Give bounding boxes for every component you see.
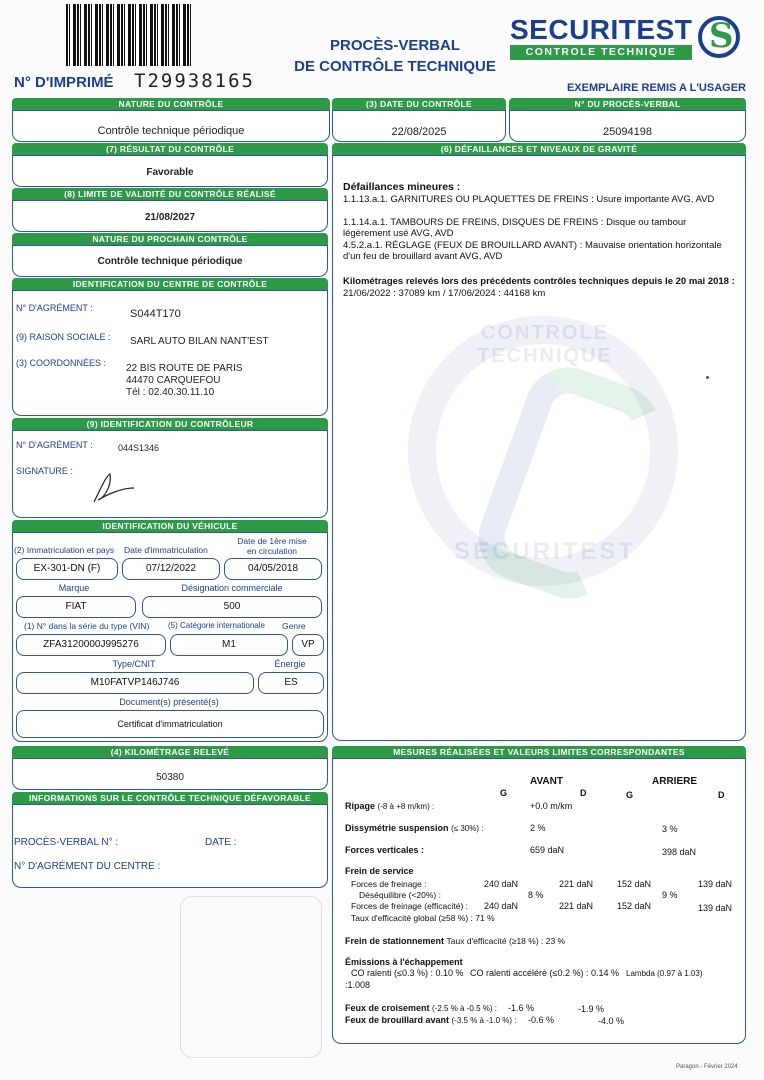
copy-note: EXEMPLAIRE REMIS A L'USAGER <box>566 82 746 94</box>
lambda-value: :1.008 <box>345 980 371 990</box>
defavorable-header: INFORMATIONS SUR LE CONTRÔLE TECHNIQUE DÉFAVORABLE <box>12 792 328 805</box>
centre-agrement-value: S044T170 <box>130 308 181 320</box>
km-history <box>343 276 738 300</box>
centre-agrement-label: N° D'AGRÉMENT : <box>16 303 93 313</box>
dissym-ar: 3 % <box>662 824 678 834</box>
ffe-avd: 221 daN <box>559 901 594 911</box>
marque-field: FIAT <box>16 596 136 618</box>
defaillance-item: 1.1.14.a.1. TAMBOURS DE FREINS, DISQUES DE FREINS : Disque ou tambour légèrement usé AVG, AVD <box>343 217 687 239</box>
ff-avd: 221 daN <box>559 879 594 889</box>
croisement-range: (-2.5 % à -0.5 %) : <box>432 1004 497 1013</box>
date-immat-label: Date d'immatriculation <box>124 545 208 555</box>
dissym-label: Dissymétrie suspension <box>345 823 449 833</box>
coordonnees-line3: Tél : 02.40.30.11.10 <box>126 387 215 398</box>
ripage-value: +0.0 m/km <box>530 801 573 811</box>
nature-controle-header: NATURE DU CONTRÔLE <box>12 98 330 111</box>
type-label: Type/CNIT <box>112 659 156 669</box>
genre-label: Genre <box>282 621 306 631</box>
ff-ard: 139 daN <box>698 879 733 889</box>
pv-number-value: 25094198 <box>603 126 652 138</box>
mesures-header: MESURES RÉALISÉES ET VALEURS LIMITES CORRESPONDANTES <box>332 746 746 759</box>
date-immat-field: 07/12/2022 <box>122 558 220 580</box>
defavorable-date-label: DATE : <box>205 837 237 848</box>
document-title-line2: DE CONTRÔLE TECHNIQUE <box>294 58 496 75</box>
date-controle-header: (3) DATE DU CONTRÔLE <box>332 98 506 111</box>
watermark-bottom-text: SECURITEST <box>453 538 636 565</box>
taux-global: Taux d'efficacité global (≥58 %) : 71 % <box>351 913 495 923</box>
ffe-label: Forces de freinage (efficacité) : <box>351 901 469 911</box>
ff-arg: 152 daN <box>617 879 652 889</box>
avant-header: AVANT <box>530 776 563 787</box>
genre-field: VP <box>292 634 324 656</box>
date-controle-value: 22/08/2025 <box>391 126 447 138</box>
dissym-range: (≤ 30%) : <box>451 824 484 833</box>
immat-label: (2) Immatriculation et pays <box>14 545 115 555</box>
ffe-ard: 139 daN <box>698 903 733 913</box>
stationnement-value: Taux d'efficacité (≥18 %) : 23 % <box>446 936 566 946</box>
document-title-line1: PROCÈS-VERBAL <box>329 37 460 54</box>
km-history-title: Kilométrages relevés lors des précédents contrôles techniques depuis le 20 mai 2018 : <box>343 276 735 287</box>
designation-field: 500 <box>142 596 322 618</box>
ffe-arg: 152 daN <box>617 901 652 911</box>
defavorable-pv-label: PROCÈS-VERBAL N° : <box>14 837 119 848</box>
securitest-logo <box>510 14 750 64</box>
ff-avg: 240 daN <box>484 879 519 889</box>
barcode <box>66 4 192 66</box>
km-history-values: 21/06/2022 : 37089 km / 17/06/2024 : 44168 km <box>343 288 546 299</box>
ffe-avg: 240 daN <box>484 901 519 911</box>
prochain-header: NATURE DU PROCHAIN CONTRÔLE <box>12 233 328 246</box>
footer-printer: Paragon - Février 2024 <box>676 1064 738 1070</box>
brand-name: SECURITEST <box>510 14 693 45</box>
ripage-label: Ripage <box>345 801 376 811</box>
defavorable-agrement-label: N° D'AGRÉMENT DU CENTRE : <box>14 861 161 872</box>
defaillance-item: 4.5.2.a.1. RÉGLAGE (FEUX DE BROUILLARD AVANT) : Mauvaise orientation horizontale d'un feu de brouillard avant AVG, AVD <box>343 240 722 262</box>
validite-value: 21/08/2027 <box>144 212 196 223</box>
marque-label: Marque <box>58 583 90 593</box>
signature-label: SIGNATURE : <box>16 466 73 476</box>
watermark-top-text: CONTROLE TECHNIQUE <box>477 322 613 367</box>
forces-vert-av: 659 daN <box>530 845 565 855</box>
brand-subtitle: CONTROLE TECHNIQUE <box>510 45 692 60</box>
stationnement-row <box>345 936 565 946</box>
deseq-av: 8 % <box>528 890 544 900</box>
validite-header: (8) LIMITE DE VALIDITÉ DU CONTRÔLE RÉALISÉ <box>12 188 328 201</box>
ripage-range: (-8 à +8 m/km) : <box>377 802 435 811</box>
deseq-label: Déséquilibre (<20%) : <box>359 890 441 900</box>
avant-g: G <box>500 788 508 798</box>
lambda-label: Lambda (0.97 à 1.03) <box>626 969 703 978</box>
prochain-value: Contrôle technique périodique <box>97 256 243 267</box>
raison-sociale-label: (9) RAISON SOCIALE : <box>16 332 111 342</box>
stamp-area-outline <box>180 896 322 1058</box>
ripage-row <box>345 801 434 811</box>
brouillard-label: Feux de brouillard avant <box>345 1015 450 1025</box>
s-logo-icon: S <box>698 16 740 58</box>
vin-field: ZFA3120000J995276 <box>16 634 166 656</box>
frein-service-label: Frein de service <box>345 866 414 876</box>
defaillances-mineures-title: Défaillances mineures : <box>343 181 461 193</box>
brouillard-g: -0.6 % <box>528 1015 555 1025</box>
stationnement-label: Frein de stationnement <box>345 936 445 946</box>
centre-header: IDENTIFICATION DU CENTRE DE CONTRÔLE <box>12 278 328 291</box>
deseq-ar: 9 % <box>662 890 678 900</box>
brouillard-row <box>345 1015 516 1025</box>
vin-label: (1) N° dans la série du type (VIN) <box>24 621 150 631</box>
arriere-header: ARRIERE <box>652 776 698 787</box>
signature-drawing <box>88 470 148 506</box>
mark-dot <box>706 376 709 379</box>
arriere-g: G <box>626 790 634 800</box>
designation-label: Désignation commerciale <box>181 583 283 593</box>
coordonnees-line2: 44470 CARQUEFOU <box>126 375 221 386</box>
categorie-label: (5) Catégorie internationale <box>168 621 265 630</box>
pv-number-header: N° DU PROCÈS-VERBAL <box>509 98 746 111</box>
defaillances-header: (6) DÉFAILLANCES ET NIVEAUX DE GRAVITÉ <box>332 143 746 156</box>
croisement-row <box>345 1003 497 1013</box>
resultat-value: Favorable <box>146 167 194 178</box>
controleur-header: (9) IDENTIFICATION DU CONTRÔLEUR <box>12 418 328 431</box>
energie-field: ES <box>258 672 324 694</box>
coordonnees-line1: 22 BIS ROUTE DE PARIS <box>126 363 243 374</box>
arriere-d: D <box>718 790 725 800</box>
type-field: M10FATVP146J746 <box>16 672 254 694</box>
first-circ-label: Date de 1ère mise en circulation <box>237 536 307 556</box>
co-accel: CO ralenti accéléré (≤0.2 %) : 0.14 % <box>470 968 620 978</box>
controleur-agrement-label: N° D'AGRÉMENT : <box>16 440 93 450</box>
forces-vert-ar: 398 daN <box>662 847 697 857</box>
coordonnees-label: (3) COORDONNÉES : <box>16 358 107 368</box>
nature-controle-value: Contrôle technique périodique <box>97 125 245 137</box>
brouillard-range: (-3.5 % à -1.0 %) : <box>451 1016 517 1025</box>
croisement-d: -1.9 % <box>578 1004 605 1014</box>
categorie-field: M1 <box>170 634 288 656</box>
raison-sociale-value: SARL AUTO BILAN NANT'EST <box>130 336 269 347</box>
resultat-header: (7) RÉSULTAT DU CONTRÔLE <box>12 143 328 156</box>
imprime-label: N° D'IMPRIMÉ <box>14 74 114 91</box>
docs-label: Document(s) présenté(s) <box>119 697 219 707</box>
emissions-label: Émissions à l'échappement <box>345 957 463 967</box>
forces-vert-label: Forces verticales : <box>345 845 425 855</box>
controleur-agrement-value: 044S1346 <box>118 443 160 453</box>
defaillance-item: 1.1.13.a.1. GARNITURES OU PLAQUETTES DE FREINS : Usure importante AVG, AVD <box>343 194 715 205</box>
co-ralenti: CO ralenti (≤0.3 %) : 0.10 % <box>351 968 464 978</box>
avant-d: D <box>580 788 587 798</box>
croisement-label: Feux de croisement <box>345 1003 430 1013</box>
imprime-number: T29938165 <box>134 70 255 92</box>
dissym-row <box>345 823 483 833</box>
first-circ-field: 04/05/2018 <box>224 558 322 580</box>
immat-field: EX-301-DN (F) <box>16 558 118 580</box>
docs-field: Certificat d'immatriculation <box>16 710 324 738</box>
forces-freinage-label: Forces de freinage : <box>351 879 427 889</box>
brouillard-d: -4.0 % <box>598 1016 625 1026</box>
kilometrage-value: 50380 <box>156 772 184 783</box>
dissym-av: 2 % <box>530 823 546 833</box>
croisement-g: -1.6 % <box>508 1003 535 1013</box>
energie-label: Énergie <box>274 659 306 669</box>
vehicule-header: IDENTIFICATION DU VÉHICULE <box>12 520 328 533</box>
kilometrage-header: (4) KILOMÉTRAGE RELEVÉ <box>12 746 328 759</box>
